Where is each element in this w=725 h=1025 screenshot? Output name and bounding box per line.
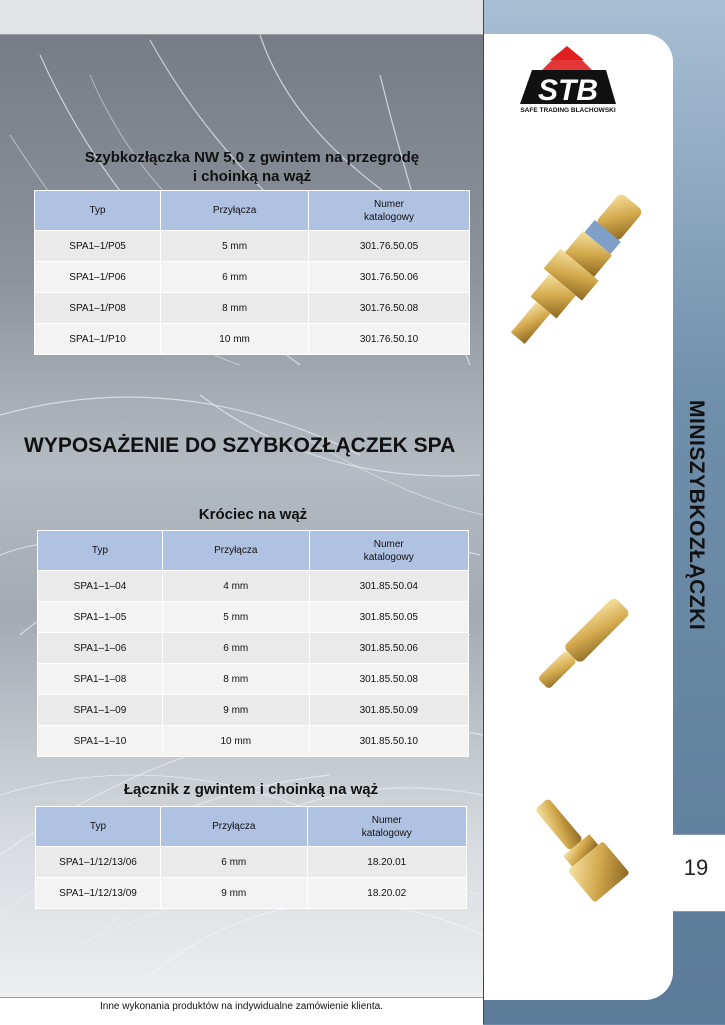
cell-przylacza: 9 mm (162, 695, 309, 726)
section3-title: Łącznik z gwintem i choinką na wąż (123, 781, 379, 798)
cell-przylacza: 6 mm (160, 847, 307, 878)
side-title: MINISZYBKOZŁĄCZKI (685, 400, 708, 631)
header-przylacza: Przyłącza (161, 191, 309, 231)
main-heading: WYPOSAŻENIE DO SZYBKOZŁĄCZEK SPA (24, 434, 456, 457)
cell-typ: SPA1–1–06 (38, 633, 163, 664)
cell-przylacza: 9 mm (160, 878, 307, 909)
cell-numer: 301.85.50.08 (309, 664, 468, 695)
header-typ: Typ (35, 191, 161, 231)
cell-typ: SPA1–1–08 (38, 664, 163, 695)
cell-numer: 301.85.50.06 (309, 633, 468, 664)
cell-przylacza: 6 mm (162, 633, 309, 664)
top-strip (0, 0, 483, 35)
brand-tagline: SAFE TRADING BLACHOWSKI (520, 107, 616, 114)
cell-numer: 301.85.50.05 (309, 602, 468, 633)
header-numer (307, 807, 466, 847)
section2-table (37, 530, 469, 757)
cell-typ: SPA1–1–09 (38, 695, 163, 726)
header-typ: Typ (36, 807, 161, 847)
table-row (38, 571, 469, 602)
cell-numer: 301.85.50.09 (309, 695, 468, 726)
cell-przylacza: 4 mm (162, 571, 309, 602)
cell-typ: SPA1–1/12/13/09 (36, 878, 161, 909)
cell-numer: 301.76.50.08 (309, 293, 470, 324)
section1-title (34, 148, 470, 186)
footer-note: Inne wykonania produktów na indywidualne zamówienie klienta. (100, 1001, 383, 1012)
cell-przylacza: 10 mm (162, 726, 309, 757)
header-numer (309, 531, 468, 571)
section1-table (34, 190, 470, 355)
header-numer-text: Numer katalogowy (364, 198, 415, 223)
cell-numer: 301.76.50.05 (309, 231, 470, 262)
cell-numer: 18.20.01 (307, 847, 466, 878)
table-row (38, 695, 469, 726)
table-row (38, 726, 469, 757)
header-przylacza: Przyłącza (160, 807, 307, 847)
table-header-row (36, 807, 467, 847)
cell-typ: SPA1–1/P10 (35, 324, 161, 355)
header-przylacza: Przyłącza (162, 531, 309, 571)
cell-przylacza: 6 mm (161, 262, 309, 293)
cell-typ: SPA1–1–04 (38, 571, 163, 602)
section1-title-line1: Szybkozłączka NW 5,0 z gwintem na przegrodę (84, 149, 420, 166)
divider-line (483, 0, 484, 1024)
table-row (35, 324, 470, 355)
table-row (35, 262, 470, 293)
cell-numer: 301.85.50.10 (309, 726, 468, 757)
table-row (35, 231, 470, 262)
header-typ: Typ (38, 531, 163, 571)
cell-przylacza: 5 mm (162, 602, 309, 633)
cell-przylacza: 8 mm (161, 293, 309, 324)
cell-numer: 301.76.50.06 (309, 262, 470, 293)
header-numer-text: Numer katalogowy (361, 814, 412, 839)
table-row (38, 602, 469, 633)
table-row (38, 664, 469, 695)
cell-typ: SPA1–1/12/13/06 (36, 847, 161, 878)
cell-typ: SPA1–1/P08 (35, 293, 161, 324)
threaded-connector-product-icon (525, 795, 640, 910)
cell-przylacza: 5 mm (161, 231, 309, 262)
table-row (35, 293, 470, 324)
cell-przylacza: 10 mm (161, 324, 309, 355)
table-row (36, 878, 467, 909)
table-header-row (38, 531, 469, 571)
table-row (36, 847, 467, 878)
header-numer (309, 191, 470, 231)
section1-title-line2: i choinką na wąż (192, 168, 312, 185)
cell-numer: 301.85.50.04 (309, 571, 468, 602)
svg-text:STB: STB (538, 74, 598, 107)
cell-numer: 301.76.50.10 (309, 324, 470, 355)
cell-typ: SPA1–1–05 (38, 602, 163, 633)
cell-numer: 18.20.02 (307, 878, 466, 909)
cell-przylacza: 8 mm (162, 664, 309, 695)
section3-table (35, 806, 467, 909)
cell-typ: SPA1–1–10 (38, 726, 163, 757)
table-header-row (35, 191, 470, 231)
section2-title: Króciec na wąż (198, 506, 308, 523)
header-numer-text: Numer katalogowy (363, 538, 414, 563)
page-number: 19 (683, 855, 709, 880)
hose-barb-product-icon (530, 598, 635, 693)
cell-typ: SPA1–1/P06 (35, 262, 161, 293)
cell-typ: SPA1–1/P05 (35, 231, 161, 262)
table-row (38, 633, 469, 664)
coupler-bulkhead-product-icon (490, 185, 660, 355)
